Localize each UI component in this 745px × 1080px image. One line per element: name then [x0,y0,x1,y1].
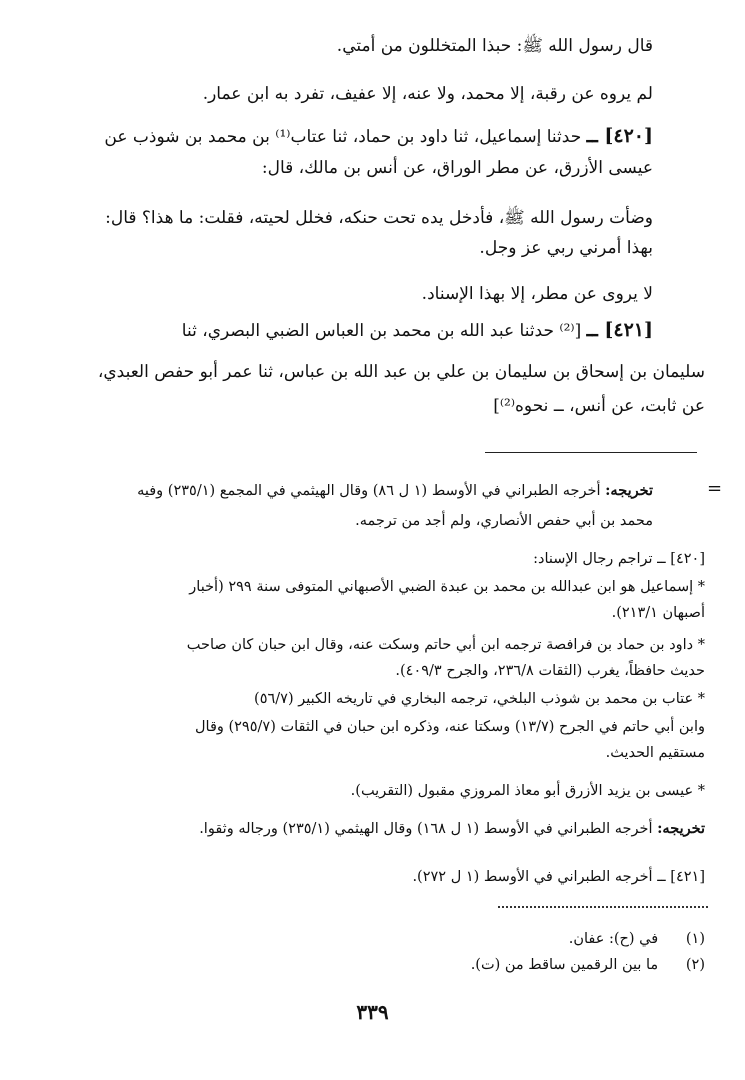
footnote-2-number: (٢) [685,957,705,973]
hadith-420-number: [٤٢٠] ــ [586,125,653,147]
takhrij-421-lead: [٤٢١] ــ [657,869,705,885]
continuation-mark: = [707,478,723,499]
main-line-2: لم يروه عن رقبة، إلا محمد، ولا عنه، إلا عفيف، تفرد به ابن عمار. [202,84,653,104]
footnote-1-text: في (ح): عفان. [568,931,659,947]
hadith-421-line-1 [182,318,653,343]
footnote-separator [498,906,708,908]
hadith-420-line-5: لا يروى عن مطر، إلا بهذا الإسناد. [421,284,653,304]
main-notes-separator [485,452,697,453]
takhrij-421-text: أخرجه الطبراني في الأوسط (١ ل ٢٧٢). [412,869,653,885]
footnote-1 [569,928,705,950]
takhrij-2-lead: تخريجه: [657,820,705,837]
narrator-1-line-2: أصبهان ٢١٣/١). [611,605,705,621]
takhrij-2-text: أخرجه الطبراني في الأوسط (١ ل ١٦٨) وقال الهيثمي (٢٣٥/١) ورجاله وثقوا. [199,821,653,837]
narrator-4-line: * عيسى بن يزيد الأزرق أبو معاذ المروزي مقبول (التقريب). [350,783,705,799]
takhrij-1-text-a: أخرجه الطبراني في الأوسط (١ ل ٨٦) وقال الهيثمي في المجمع (٢٣٥/١) وفيه [137,483,601,499]
takhrij-1-lead: تخريجه: [605,482,653,499]
takhrij-1-line-2: محمد بن أبي حفص الأنصاري، ولم أجد من ترجمه. [355,513,653,529]
narrator-2-line-1: * داود بن حماد بن فرافصة ترجمه ابن أبي حاتم وسكت عنه، وقال ابن حبان كان صاحب [186,637,705,653]
footnote-2 [471,954,705,976]
narrator-3-line-2: وابن أبي حاتم في الجرح (١٣/٧) وسكتا عنه، وذكره ابن حبان في الثقات (٢٩٥/٧) وقال [194,719,705,735]
hadith-421-line-3: عن ثابت، عن أنس، ــ نحوه⁽²⁾] [493,396,705,416]
takhrij-2-line [199,818,705,840]
takhrij-1-line-1 [137,480,653,502]
main-line-1: قال رسول الله ﷺ: حبذا المتخللون من أمتي. [336,36,653,56]
narrator-1-line-1: * إسماعيل هو ابن عبدالله بن محمد بن عبدة الضبي الأصبهاني المتوفى سنة ٢٩٩ (أخبار [189,579,705,595]
takhrij-421-line [412,866,705,888]
hadith-420-line-2: عيسى الأزرق، عن مطر الوراق، عن أنس بن مالك، قال: [261,158,653,178]
narrator-3-line-1: * عتاب بن محمد بن شوذب البلخي، ترجمه البخاري في تاريخه الكبير (٥٦/٧) [254,691,705,707]
hadith-421-number: [٤٢١] ــ [586,319,653,341]
narrator-3-line-3: مستقيم الحديث. [605,745,705,761]
footnote-1-number: (١) [685,931,705,947]
footnote-2-text: ما بين الرقمين ساقط من (ت). [470,957,659,973]
page-number: ٣٣٩ [356,1000,389,1024]
hadith-421-line-2: سليمان بن إسحاق بن سليمان بن علي بن عبد الله بن عباس، ثنا عمر أبو حفص العبدي، [97,362,705,382]
hadith-420-line-4: بهذا أمرني ربي عز وجل. [479,238,653,258]
narrator-2-line-2: حديث حافظاً، يغرب (الثقات ٢٣٦/٨، والجرح ٤٠٩/٣). [395,663,705,679]
hadith-421-text-a: [⁽²⁾ حدثنا عبد الله بن محمد بن العباس الضبي البصري، ثنا [181,321,582,341]
hadith-420-line-1 [104,124,653,149]
rijal-420-heading: [٤٢٠] ــ تراجم رجال الإسناد: [533,551,705,567]
hadith-420-line-3: وضأت رسول الله ﷺ، فأدخل يده تحت حنكه، فخلل لحيته، فقلت: ما هذا؟ قال: [105,208,653,228]
hadith-420-text-a: حدثنا إسماعيل، ثنا داود بن حماد، ثنا عتاب⁽¹⁾ بن محمد بن شوذب عن [104,127,582,147]
